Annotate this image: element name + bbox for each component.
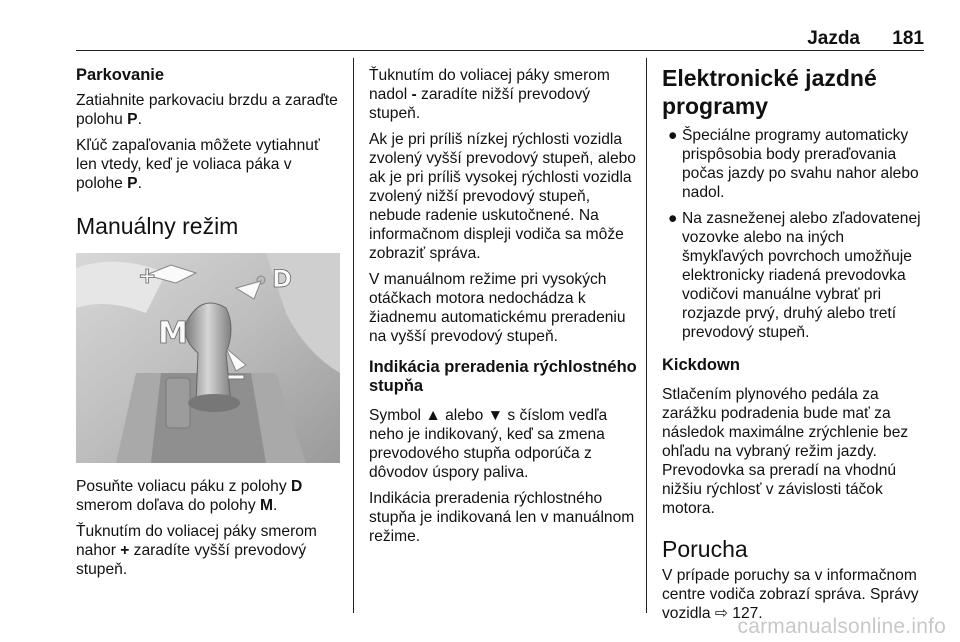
- paragraph: Indikácia preradenia rýchlostného stupňa je indikovaná len v manuálnom režime.: [369, 490, 635, 545]
- column-2: [369, 66, 637, 553]
- paragraph: Stlačením plynového pedála za zarážku podradenia bude mať za následok maximálne zrýchlenie bez ohľadu na vybraný režim jazdy. Prevodovka sa preradí na vhodnú nižšiu rýchlosť v závislosti táčok motora.: [662, 386, 909, 517]
- paragraph: V prípade poruchy sa v informačnom centre vodiča zobrazí správa. Správy vozidla ⇨ 127.: [662, 567, 919, 622]
- page-reference-icon: ⇨: [714, 605, 728, 622]
- header-rule: [76, 50, 924, 51]
- paragraph: Symbol ▲ alebo ▼ s číslom vedľa neho je indikovaný, keď sa zmena prevodového stupňa odporúča z dôvodov úspory paliva.: [369, 407, 608, 481]
- heading-kickdown: Kickdown: [662, 356, 740, 374]
- paragraph: Kľúč zapaľovania môžete vytiahnuť len vtedy, keď je voliaca páka v polohe P.: [76, 137, 320, 192]
- heading-elektronicke-programy: Elektronické jazdné programy: [662, 65, 877, 119]
- bullet-icon: ●: [668, 127, 678, 144]
- bullet-icon: ●: [668, 210, 678, 227]
- gear-selector-illustration: [76, 253, 340, 463]
- paragraph: Ak je pri príliš nízkej rýchlosti vozidla zvolený vyšší prevodový stupeň, alebo ak je pri príliš vysokej rýchlosti vozidla zvolený nižší prevodový stupeň, nebude radenie uskutočnené. Na informačnom displeji vodiča sa môže zobraziť správa.: [369, 131, 636, 262]
- page-number: 181: [892, 28, 924, 49]
- paragraph: Ťuknutím do voliacej páky smerom nahor + zaradíte vyšší prevodový stupeň.: [76, 523, 317, 578]
- column-divider-1: [353, 58, 354, 613]
- page-header: [76, 28, 924, 50]
- column-1: [76, 66, 342, 586]
- watermark: carmanualsonline.info: [737, 615, 946, 638]
- paragraph: Posuňte voliacu páku z polohy D smerom doľava do polohy M.: [76, 478, 303, 514]
- list-item: ● Špeciálne programy automaticky prispôsobia body preraďovania počas jazdy po svahu nahor alebo nadol.: [662, 126, 928, 202]
- heading-parkovanie: Parkovanie: [76, 66, 165, 84]
- column-divider-2: [646, 58, 647, 613]
- heading-porucha: Porucha: [662, 536, 748, 562]
- svg-text:+: +: [138, 264, 157, 289]
- paragraph: Zatiahnite parkovaciu brzdu a zaraďte polohu P.: [76, 92, 338, 128]
- column-3: [662, 64, 928, 630]
- heading-manualny-rezim: Manuálny režim: [76, 213, 239, 239]
- paragraph: V manuálnom režime pri vysokých otáčkach motora nedochádza k žiadnemu automatickému preradeniu na vyšší prevodový stupeň.: [369, 271, 626, 345]
- section-title: Jazda: [807, 28, 860, 49]
- figure-label-m: M: [158, 316, 188, 351]
- heading-indikacia: Indikácia preradenia rýchlostného stupňa: [369, 358, 637, 395]
- figure-label-d: D: [272, 265, 292, 293]
- list-item: ● Na zasneženej alebo zľadovatenej vozovke alebo na iných šmykľavých povrchoch umožňuje elektronicky riadená prevodovka vodičovi manuálne vybrať pri rozjazde prvý, druhý alebo tretí prevodový stupeň.: [662, 209, 928, 342]
- paragraph: Ťuknutím do voliacej páky smerom nadol - zaradíte nižší prevodový stupeň.: [369, 67, 610, 122]
